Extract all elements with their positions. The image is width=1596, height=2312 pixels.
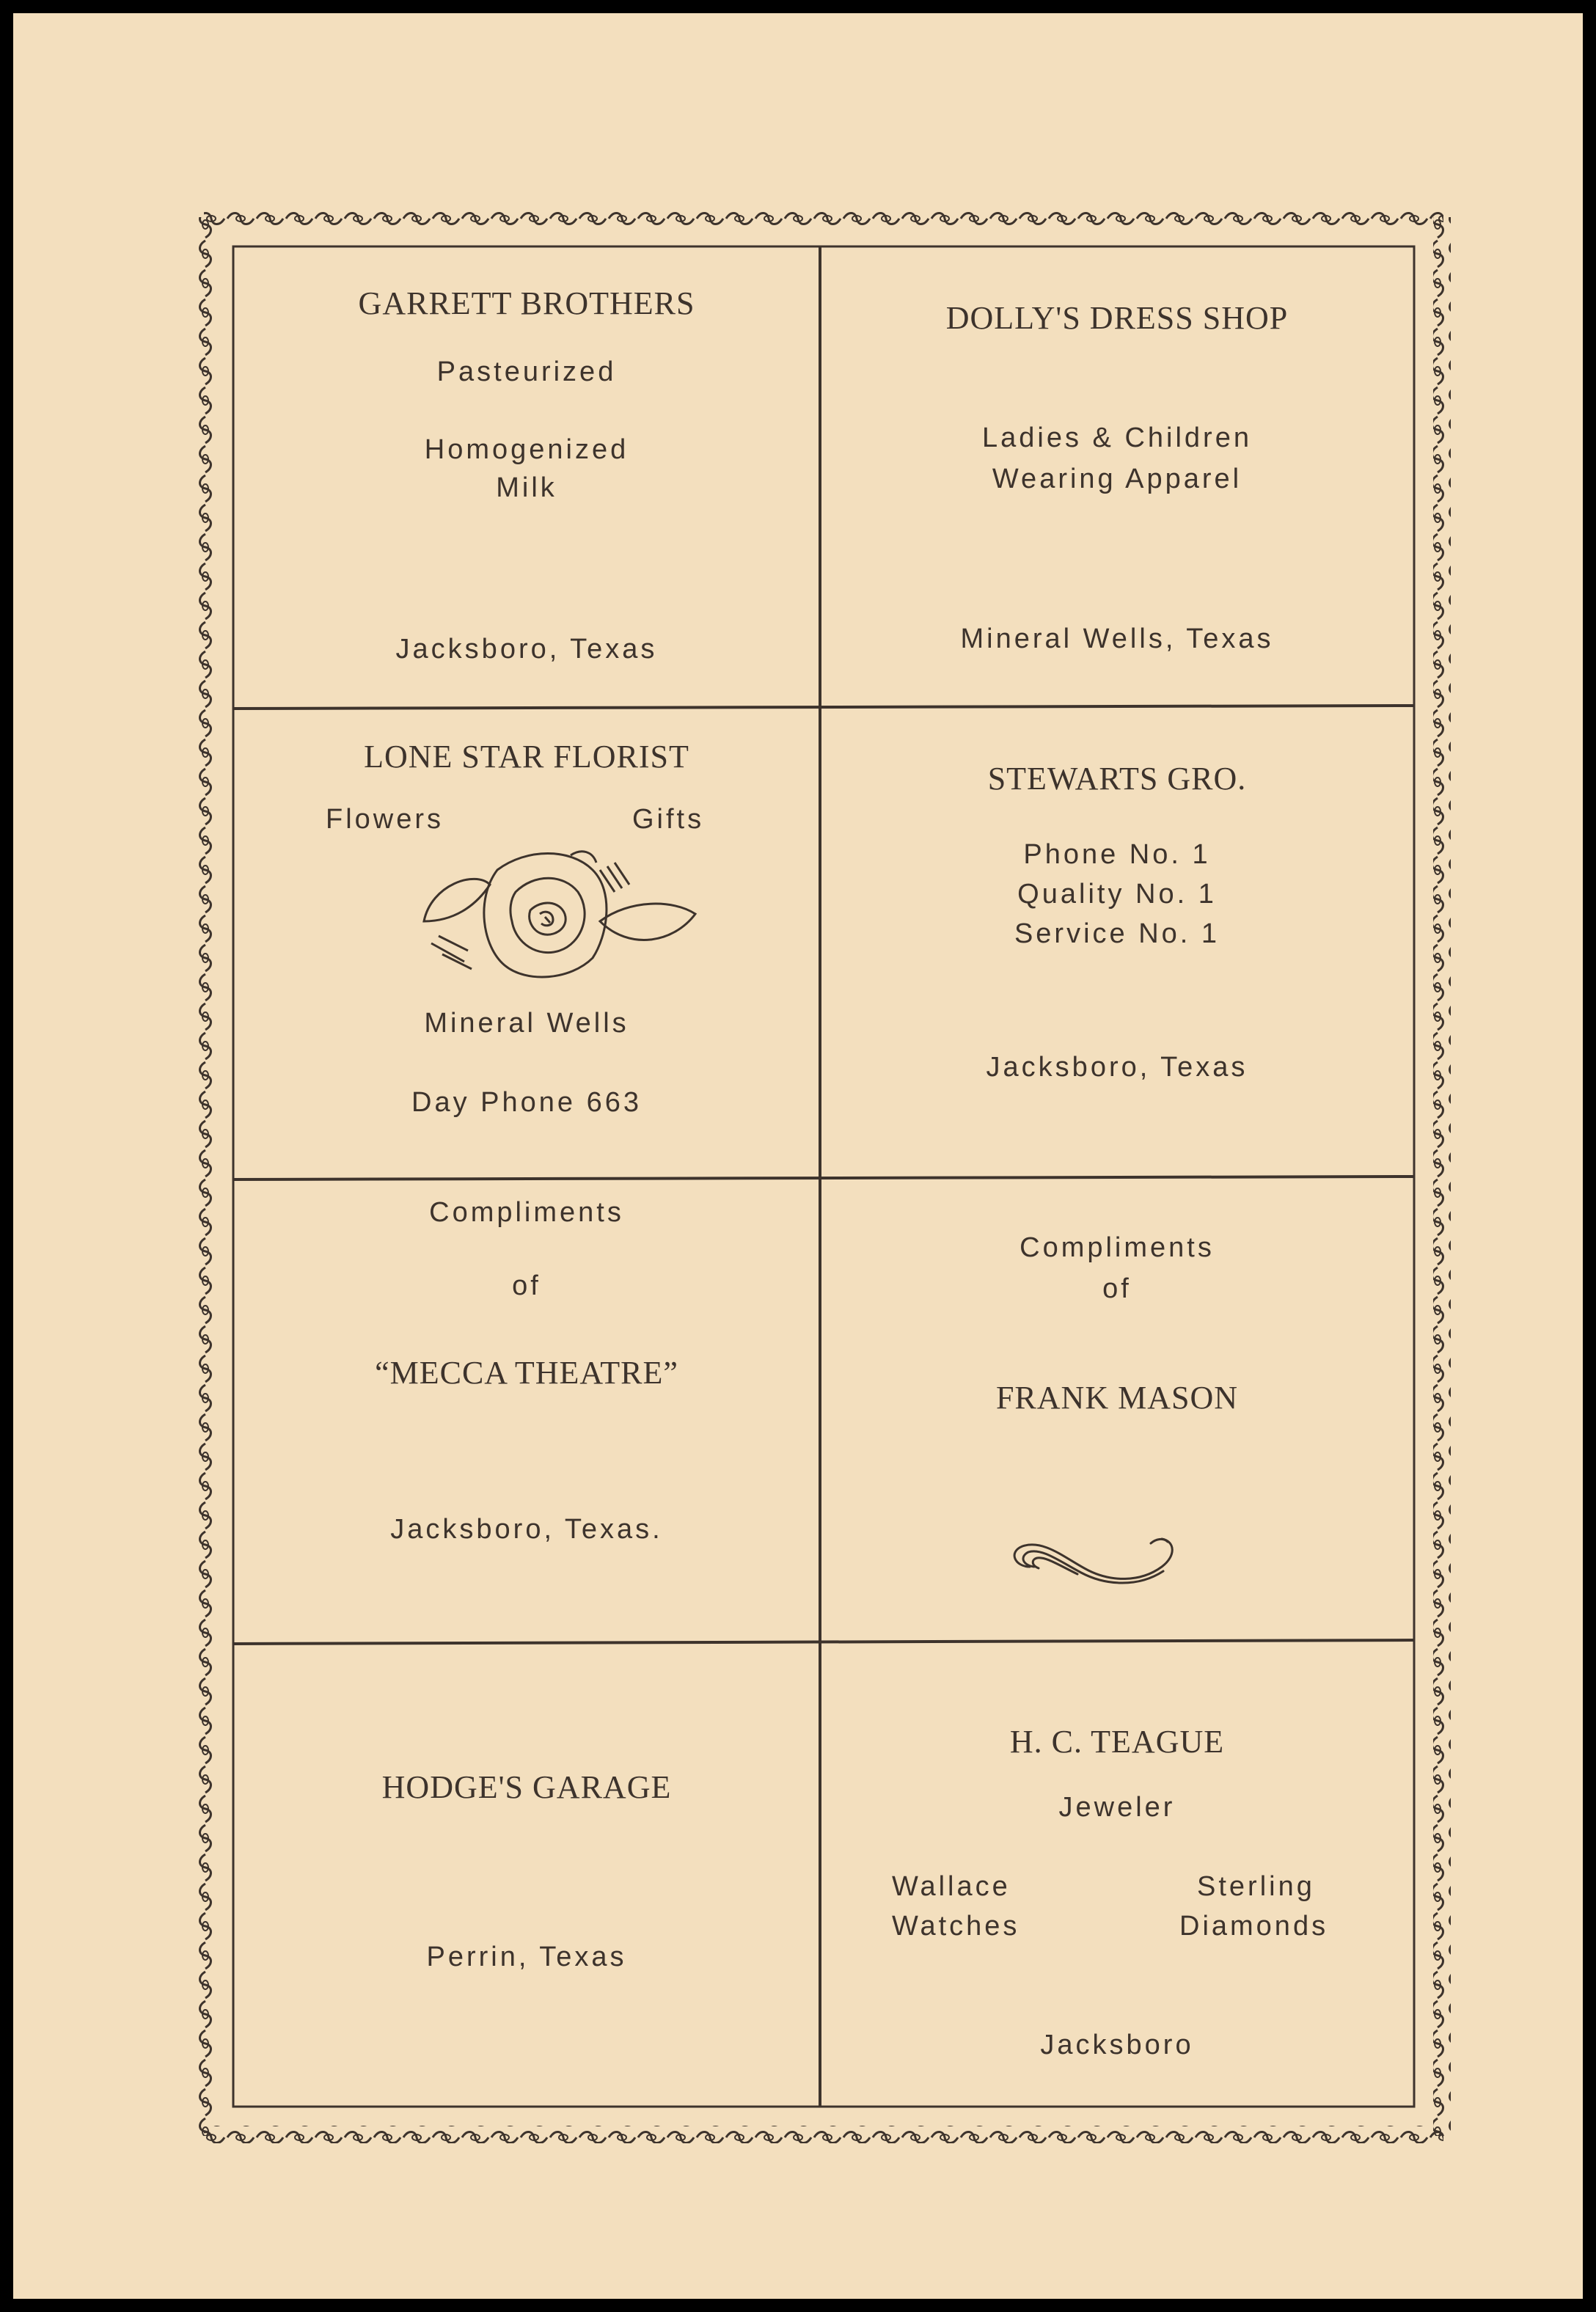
ad-line: Phone No. 1	[1023, 839, 1211, 870]
ad-line: Wearing Apparel	[992, 464, 1242, 494]
business-name: STEWARTS GRO.	[987, 761, 1247, 797]
ad-location: Perrin, Texas	[426, 1942, 627, 1972]
ad-location: Jacksboro, Texas.	[390, 1514, 663, 1545]
business-name: DOLLY'S DRESS SHOP	[945, 300, 1289, 336]
ad-location: Mineral Wells, Texas	[960, 623, 1274, 654]
business-name: HODGE'S GARAGE	[381, 1769, 672, 1805]
page	[13, 13, 1583, 2299]
ad-hodges-garage	[233, 1644, 820, 2107]
ad-location: Jacksboro	[1040, 2030, 1194, 2060]
ad-location: Mineral Wells	[424, 1008, 629, 1039]
ad-line: Homogenized	[424, 434, 629, 465]
flourish-ornament-icon	[1000, 1530, 1191, 1596]
ad-lone-star-florist	[233, 709, 820, 1179]
business-name: LONE STAR FLORIST	[364, 739, 689, 775]
ad-location: Jacksboro, Texas	[986, 1052, 1248, 1083]
ad-line: Service No. 1	[1014, 918, 1220, 949]
business-name: H. C. TEAGUE	[1009, 1724, 1225, 1760]
business-name: “MECCA THEATRE”	[375, 1355, 678, 1391]
ad-right-text: Diamonds	[1179, 1911, 1329, 1942]
ad-subtitle: Jeweler	[1058, 1792, 1176, 1823]
ad-phone: Day Phone 663	[411, 1087, 642, 1118]
ad-grid	[233, 246, 1414, 2107]
ad-right-text: Gifts	[632, 804, 705, 835]
ad-frank-mason	[820, 1179, 1414, 1644]
ad-left-text: Flowers	[326, 804, 444, 835]
ad-line: Milk	[496, 472, 557, 503]
ad-left-text: Watches	[892, 1911, 1020, 1942]
ad-line: Quality No. 1	[1017, 879, 1217, 910]
ad-garrett-brothers	[233, 246, 820, 709]
ad-line: Compliments	[429, 1197, 624, 1228]
ad-stewarts-gro	[820, 709, 1414, 1179]
advertisement-frame	[197, 210, 1451, 2143]
ad-location: Jacksboro, Texas	[395, 634, 658, 665]
ad-right-text: Sterling	[1197, 1871, 1315, 1902]
ad-line: Ladies & Children	[982, 422, 1252, 453]
ad-mecca-theatre	[233, 1179, 820, 1644]
ad-line: Compliments	[1020, 1232, 1215, 1263]
ad-line: of	[1102, 1273, 1132, 1304]
ad-left-text: Wallace	[892, 1871, 1011, 1902]
business-name: GARRETT BROTHERS	[358, 285, 695, 321]
ad-dollys-dress-shop	[820, 246, 1414, 709]
ad-line: Pasteurized	[436, 356, 617, 387]
ad-hc-teague	[820, 1644, 1414, 2107]
business-name: FRANK MASON	[995, 1380, 1239, 1416]
rose-icon	[380, 841, 703, 1002]
ad-line: of	[512, 1270, 541, 1301]
